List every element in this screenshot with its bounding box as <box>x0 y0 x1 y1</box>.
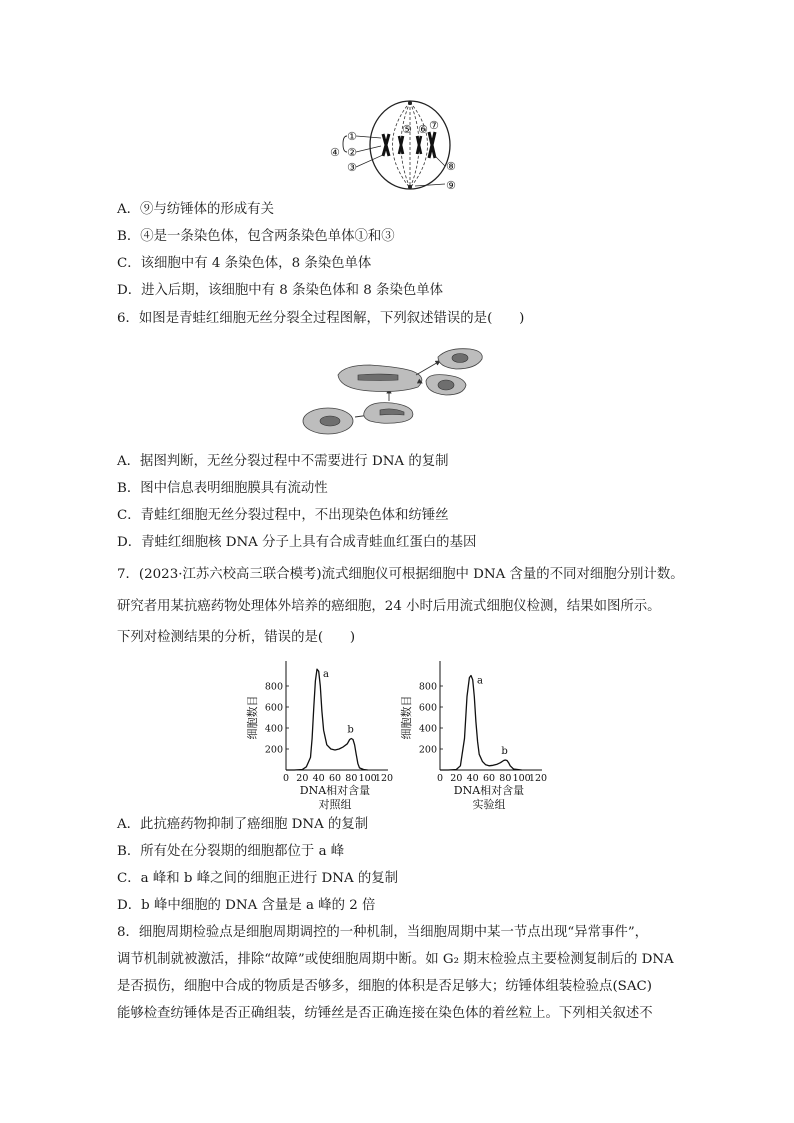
q7-option-c: C．a 峰和 b 峰之间的细胞正进行 DNA 的复制 <box>117 871 399 886</box>
peak-label-b: b <box>347 724 354 736</box>
chart-control <box>242 655 397 810</box>
q5-option-b: B．④是一条染色体，包含两条染色单体①和③ <box>117 229 395 244</box>
series-line <box>440 676 522 771</box>
x-tick-label: 20 <box>296 773 309 784</box>
series-line <box>286 669 368 770</box>
x-axis-label: DNA相对含量 <box>453 784 525 797</box>
x-tick-label: 80 <box>345 773 358 784</box>
chart-title: 实验组 <box>472 798 506 810</box>
q5-option-d: D．进入后期，该细胞中有 8 条染色体和 8 条染色单体 <box>117 283 444 298</box>
y-tick-label: 800 <box>418 681 437 693</box>
amitosis-figure <box>300 345 495 440</box>
x-tick-label: 40 <box>312 773 325 784</box>
x-tick-label: 100 <box>512 773 531 784</box>
y-tick-label: 200 <box>264 744 283 756</box>
label-1: ① <box>347 130 357 143</box>
q7-stem-line-1: 7．(2023·江苏六校高三联合模考)流式细胞仪可根据细胞中 DNA 含量的不同对细胞分别计数。 <box>117 567 684 582</box>
x-tick-label: 100 <box>358 773 377 784</box>
label-7: ⑦ <box>429 119 439 132</box>
q7-option-b: B．所有处在分裂期的细胞都位于 a 峰 <box>117 844 345 859</box>
chart-title: 对照组 <box>318 798 352 810</box>
q7-option-a: A．此抗癌药物抑制了癌细胞 DNA 的复制 <box>117 817 369 832</box>
peak-label-a: a <box>477 675 484 687</box>
y-tick-label: 400 <box>418 723 437 735</box>
q6-option-b: B．图中信息表明细胞膜具有流动性 <box>117 481 328 496</box>
label-3: ③ <box>347 161 357 174</box>
x-tick-label: 40 <box>466 773 479 784</box>
cell-mitosis-figure <box>325 96 475 196</box>
x-tick-label: 0 <box>282 773 290 784</box>
q7-stem-line-2: 研究者用某抗癌药物处理体外培养的癌细胞，24 小时后用流式细胞仪检测，结果如图所示。 <box>117 599 661 614</box>
peak-label-a: a <box>323 669 330 681</box>
x-tick-label: 20 <box>450 773 463 784</box>
x-tick-label: 80 <box>499 773 512 784</box>
label-8: ⑧ <box>446 160 456 173</box>
q8-line-1: 8．细胞周期检验点是细胞周期调控的一种机制，当细胞周期中某一节点出现“异常事件”， <box>117 925 649 940</box>
y-tick-label: 600 <box>264 702 283 714</box>
x-tick-label: 0 <box>436 773 444 784</box>
q5-option-c: C．该细胞中有 4 条染色体，8 条染色单体 <box>117 256 372 271</box>
y-tick-label: 400 <box>264 723 283 735</box>
y-tick-label: 800 <box>264 681 283 693</box>
q5-option-a: A．⑨与纺锤体的形成有关 <box>117 202 274 217</box>
q7-option-d: D．b 峰中细胞的 DNA 含量是 a 峰的 2 倍 <box>117 898 376 913</box>
label-2: ② <box>347 146 357 159</box>
q6-stem: 6．如图是青蛙红细胞无丝分裂全过程图解，下列叙述错误的是( ) <box>117 311 525 326</box>
q6-option-c: C．青蛙红细胞无丝分裂过程中，不出现染色体和纺锤丝 <box>117 508 449 523</box>
x-axis-label: DNA相对含量 <box>299 784 371 797</box>
y-axis-label: 细胞数目 <box>400 695 413 740</box>
peak-label-b: b <box>501 746 508 758</box>
x-tick-label: 60 <box>482 773 496 784</box>
q6-option-a: A．据图判断，无丝分裂过程中不需要进行 DNA 的复制 <box>117 454 449 469</box>
q8-line-3: 是否损伤，细胞中合成的物质是否够多，细胞的体积是否足够大；纺锤体组装检验点(SAC) <box>117 979 652 994</box>
label-9: ⑨ <box>446 179 456 192</box>
y-tick-label: 200 <box>418 744 437 756</box>
y-tick-label: 600 <box>418 702 437 714</box>
x-tick-label: 120 <box>374 773 394 784</box>
q8-line-2: 调节机制就被激活，排除“故障”或使细胞周期中断。如 G₂ 期末检验点主要检测复制后的 DNA <box>117 952 674 967</box>
y-axis-label: 细胞数目 <box>246 695 259 740</box>
q8-line-4: 能够检查纺锤体是否正确组装，纺锤丝是否正确连接在染色体的着丝粒上。下列相关叙述不 <box>117 1006 653 1021</box>
label-4: ④ <box>330 146 340 159</box>
label-5: ⑤ <box>402 123 412 136</box>
x-tick-label: 120 <box>528 773 548 784</box>
chart-experiment <box>396 655 551 810</box>
x-tick-label: 60 <box>328 773 342 784</box>
label-6: ⑥ <box>418 123 428 136</box>
q6-option-d: D．青蛙红细胞核 DNA 分子上具有合成青蛙血红蛋白的基因 <box>117 535 477 550</box>
q7-stem-line-3: 下列对检测结果的分析，错误的是( ) <box>117 630 356 645</box>
